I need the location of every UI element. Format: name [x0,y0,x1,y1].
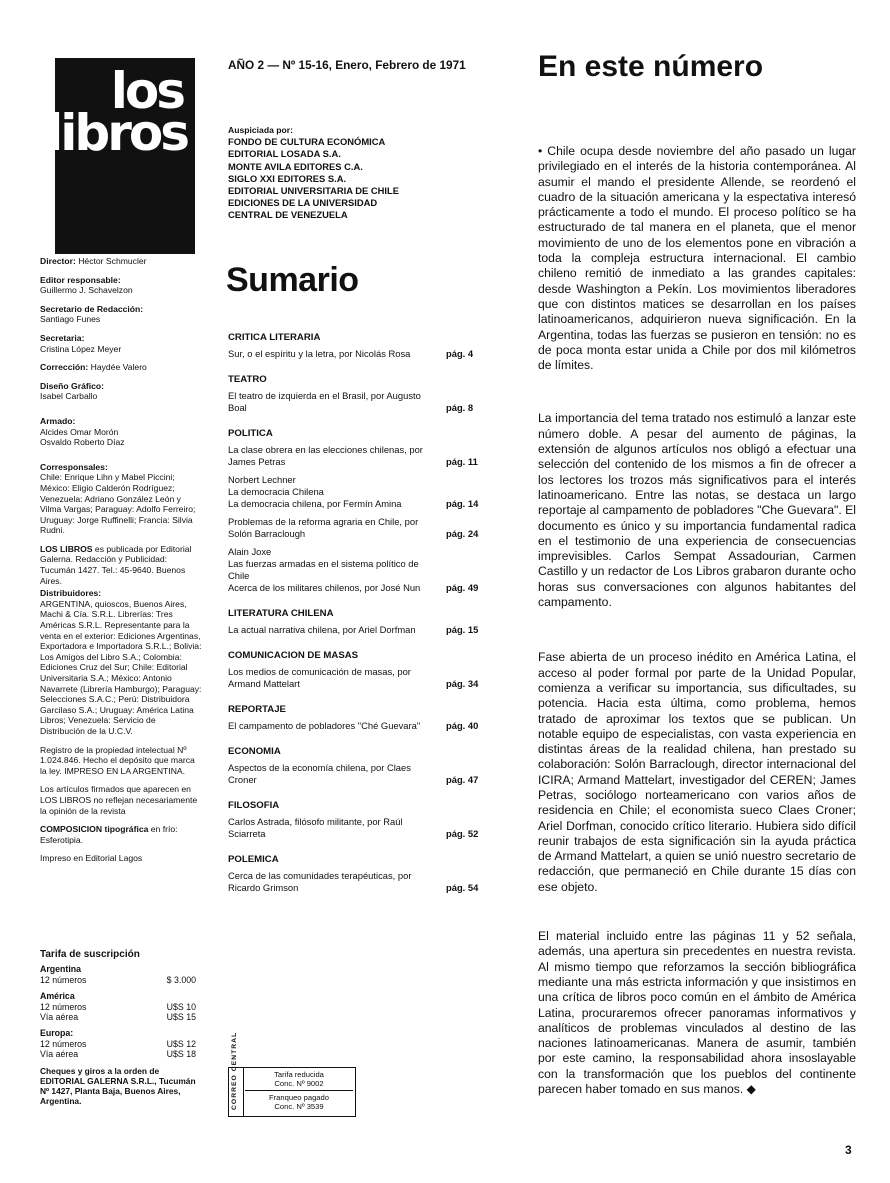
toc-entry-page: pág. 24 [446,528,479,539]
toc-section-heading: TEATRO [228,374,267,385]
toc-entry-title: Los medios de comunicación de masas, por Armand Mattelart [228,666,411,689]
disclaimer-note: Los artículos firmados que aparecen en LOS LIBROS no reflejan necesariamente la opinión de la revista [40,784,198,816]
toc-entry-title: Cerca de las comunidades terapéuticas, por Ricardo Grimson [228,870,412,893]
toc-section-heading: ECONOMIA [228,746,281,757]
staff-value: Héctor Schmucler [75,256,147,266]
editorial-paragraph: La importancia del tema tratado nos estimuló a lanzar este número doble. A pesar del aumento de páginas, la extensión de algunos artículos nos obligó a efectuar una selección del contenido de los mismos a fin de ofrecer a los lectores los trozos más significativos para el interés latinoamericano. Entre las notas, se destaca un largo reportaje al campamento de pobladores "Che Guevara". El documento es único y su importancia fundamental radica en el testimonio de una experiencia de consecuencias imprevisibles. Carlos Sempat Assadourian, Carmen Castillo y un redactor de Los Libros grabaron durante ocho horas sus conversaciones con algunos habitantes del campamento. [538,411,856,610]
toc-entry-page: pág. 49 [446,582,479,593]
staff-entry [40,333,202,354]
toc-entry-page: pág. 8 [446,402,474,413]
rates-row [40,1039,202,1049]
stamp-line: Tarifa reducida [274,1070,324,1079]
toc-section-heading: REPORTAJE [228,704,286,715]
staff-entry [40,256,202,267]
postage-stamp [228,1031,356,1117]
toc-section [228,704,490,732]
toc-entry[interactable] [228,444,490,468]
rates-label: 12 números [40,1001,87,1012]
editorial-column [538,144,856,1133]
distribuidores [40,588,202,736]
sumario-title: Sumario [226,261,359,299]
staff-value: Cristina López Meyer [40,343,122,354]
toc-entry-title: Norbert Lechner La democracia Chilena La democracia chilena, por Fermín Amina [228,474,402,509]
staff-label: Secretario de Redacción: [40,303,144,314]
rates-row [40,1002,202,1012]
staff-entry [40,304,202,325]
rates-row [40,975,202,985]
distribuidores-label: Distribuidores: [40,588,102,599]
stamp-side [229,1031,244,1116]
toc-section [228,854,490,894]
rates-value: U$S 18 [166,1049,196,1060]
rates-row [40,1012,202,1022]
toc-section [228,428,490,594]
staff-label: Corrección: [40,362,89,373]
composicion-label: COMPOSICION tipográfica [40,824,149,835]
editorial-paragraph: El material incluido entre las páginas 11 y 52 señala, además, una apertura sin precedentes en nuestra revista. Al mismo tiempo que reforzamos la sección bibliográfica mediante una más estricta información y que insistimos en una crítica de libros poco común en el ámbito de América Latina, procuraremos ofrecer panoramas informativos y analíticos de problemas vinculados al destino de las naciones latinoamericanas. Manera de asumir, también por este camino, la responsabilidad ahora insoslayable con la transformación que los pueblos del continente parecen haber tomado en sus manos. ◆ [538,929,856,1097]
toc-entry-title: El campamento de pobladores "Ché Guevara" [228,720,421,731]
rates-value: U$S 10 [166,1001,196,1012]
staff-entry [40,362,202,373]
staff-entry [40,381,202,402]
toc-section-heading: POLEMICA [228,854,279,865]
toc-entry[interactable] [228,474,490,510]
staff-label: Armado: [40,415,76,426]
issue-line: AÑO 2 — Nº 15-16, Enero, Febrero de 1971 [228,58,466,72]
staff-value: Isabel Carballo [40,391,98,402]
rates-footer: Cheques y giros a la orden de EDITORIAL GALERNA S.R.L., Tucumán Nº 1427, Planta Baja, Buenos Aires, Argentina. [40,1065,196,1106]
toc-entry[interactable] [228,516,490,540]
rates-label: Vía aérea [40,1012,79,1023]
page-number: 3 [845,1143,852,1157]
publisher-name: LOS LIBROS [40,543,93,554]
staff-value: Santiago Funes [40,314,101,325]
toc-section [228,746,490,786]
toc-entry-page: pág. 40 [446,720,479,731]
staff-value: Alcides Omar Morón Osvaldo Roberto Díaz [40,426,125,448]
toc-section-heading: POLITICA [228,428,273,439]
stamp-line: Conc. Nº 9002 [274,1079,324,1088]
registro-note: Registro de la propiedad intelectual Nº 1.024.846. Hecho el depósito que marca la ley. IMPRESO EN LA ARGENTINA. [40,744,195,776]
staff-value: Haydée Valero [88,362,147,373]
sponsors-block [228,124,399,222]
rates-value: U$S 12 [166,1038,196,1049]
corresponsales-label: Corresponsales: [40,461,108,472]
toc-section-heading: FILOSOFIA [228,800,280,811]
distribuidores-text: ARGENTINA, quioscos, Buenos Aires, Machi & Cía. S.R.L. Librerías: Tres Américas S.R.L. Representante para la venta en el exterior: Ediciones Argentinas, Exportadora e Importadora S.R.L.; Bolivia: Los Amigos del Libro S.A.; Colombia: Ediciones Cruz del Sur; Chile: Editorial Universitaria S.A.; México: Antonio Navarrete (Librería Hamburgo); Paraguay: Selecciones S.A.C.; Perú: Distribuidora Garcilaso S.A.; Uruguay: América Latina Libros; Venezuela: Servicio de Distribución de la U.C.V. [40,598,202,736]
toc-entry[interactable] [228,666,490,690]
toc-section-heading: CRITICA LITERARIA [228,332,321,343]
rates-row [40,1049,202,1059]
toc-entry[interactable] [228,762,490,786]
staff-credits [40,256,202,872]
toc-entry-page: pág. 47 [446,774,479,785]
rates-region: Argentina [40,964,82,975]
stamp-line: Conc. Nº 3539 [274,1102,324,1111]
toc-entry[interactable] [228,348,490,360]
editorial-paragraph: Fase abierta de un proceso inédito en América Latina, el acceso al poder formal por parte de la Unidad Popular, comienza a verificar su importancia, sus dificultades, su potencia. Hacia esta última, como problema, hemos tratado de aproximar los textos que se publican. Un notable equipo de especialistas, con vasta experiencia en distintas áreas de la realidad chilena, han prestado su colaboración: Solón Barraclough, director internacional del ICIRA; Armand Mattelart, investigador del CEREN; James Petras, sociólogo norteamericano con varios años de residencia en Chile; el economista sueco Claes Croner; Ariel Dorfman, conocido crítico literario. Hubiera sido difícil reunir trabajos de esta significación sin la ayuda práctica de Armand Mattelart, a quien se unió nuestro secretario de redacción, que permaneció en Chile durante 15 días con ese objeto. [538,650,856,894]
staff-label: Editor responsable: [40,274,121,285]
rates-region: América [40,991,75,1002]
publisher-text: es publicada por Editorial Galerna. Redacción y Publicidad: Tucumán 1427. Tel.: 45-9640. Buenos Aires. [40,543,192,586]
sponsor-line: FONDO DE CULTURA ECONÓMICA [228,136,386,148]
logo-los-libros [46,58,195,254]
toc-entry-title: La clase obrera en las elecciones chilenas, por James Petras [228,444,423,467]
corresponsales [40,462,202,536]
subscription-rates [40,950,202,1106]
sponsor-line: EDITORIAL LOSADA S.A. [228,148,341,160]
toc-entry-page: pág. 11 [446,456,478,467]
stamp-cell-1 [245,1070,353,1091]
stamp-cell-2 [245,1093,353,1111]
toc-entry-page: pág. 4 [446,348,474,359]
table-of-contents [228,332,490,908]
impreso-note: Impreso en Editorial Lagos [40,853,143,864]
staff-entry [40,275,202,296]
sponsor-line: SIGLO XXI EDITORES S.A. [228,172,347,184]
staff-entry [40,416,202,448]
toc-entry[interactable] [228,624,490,636]
toc-entry-page: pág. 34 [446,678,479,689]
rates-label: 12 números [40,1038,87,1049]
publisher-note [40,544,202,586]
rates-title: Tarifa de suscripción [40,949,140,960]
toc-entry-title: Alain Joxe Las fuerzas armadas en el sistema político de Chile Acerca de los militares chilenos, por José Nun [228,546,421,593]
toc-section [228,650,490,690]
staff-label: Director: [40,256,76,266]
toc-section [228,374,490,414]
toc-entry-title: La actual narrativa chilena, por Ariel Dorfman [228,624,416,635]
toc-entry-title: Aspectos de la economía chilena, por Claes Croner [228,762,411,785]
en-este-numero-title: En este número [538,50,764,83]
toc-section-heading: LITERATURA CHILENA [228,608,334,619]
sponsor-line: EDITORIAL UNIVERSITARIA DE CHILE [228,185,400,197]
staff-value: Guillermo J. Schavelzon [40,285,133,296]
composicion-text: en frío: Esferotipia. [40,824,178,845]
stamp-line: Franqueo pagado [269,1093,329,1102]
toc-entry-title: Problemas de la reforma agraria en Chile, por Solón Barraclough [228,516,419,539]
toc-entry[interactable] [228,390,490,414]
toc-entry[interactable] [228,816,490,840]
toc-entry-title: Sur, o el espíritu y la letra, por Nicolás Rosa [228,348,411,359]
toc-entry-title: Carlos Astrada, filósofo militante, por Raúl Sciarreta [228,816,403,839]
sponsor-line: MONTE AVILA EDITORES C.A. [228,160,363,172]
logo-line-2: libros [46,104,187,162]
stamp-body [245,1068,353,1116]
toc-entry[interactable] [228,870,490,894]
rates-label: Vía aérea [40,1049,79,1060]
staff-label: Diseño Gráfico: [40,380,104,391]
toc-entry-page: pág. 52 [446,828,479,839]
toc-entry[interactable] [228,546,490,594]
toc-entry-title: El teatro de izquierda en el Brasil, por Augusto Boal [228,390,421,413]
sponsors-label: Auspiciada por: [228,125,293,135]
rates-value: U$S 15 [166,1012,196,1023]
editorial-paragraph: • Chile ocupa desde noviembre del año pasado un lugar privilegiado en el interés de la historia contemporánea. Al asumir el mando el presidente Allende, se reordenó el cuadro de la situación americana y la espectativa interesó prácticamente a todo el mundo. El proceso político se ha estructurado de tal manera en el planeta, que el menor movimiento de uno de los elementos pone en vibración a toda la compleja estructura internacional. El cambio chileno remitió de inmediato a las grandes capitales: desde Washington a Pekín. Los movimientos liberadores que con distintos matices se desarrollan en los países latinoamericanos, adquirieron nueva significación. En la Argentina, todas las fuerzas se pusieron en tensión: no es de poca monta estar unida a Chile por dos mil kilómetros de límites. [538,144,856,373]
corresponsales-text: Chile: Enrique Lihn y Mabel Piccini; México: Eligio Calderón Rodríguez; Venezuela: Adriano González León y Vilma Vargas; Paraguay: Adolfo Ferreiro; Uruguay: Jorge Ruffinelli; Francia: Silvia Rudni. [40,472,196,536]
sponsor-line: EDICIONES DE LA UNIVERSIDAD [228,197,378,209]
toc-entry-page: pág. 14 [446,498,479,509]
sponsor-line: CENTRAL DE VENEZUELA [228,209,348,221]
toc-entry-page: pág. 54 [446,882,479,893]
toc-entry[interactable] [228,720,490,732]
toc-section-heading: COMUNICACION DE MASAS [228,650,359,661]
staff-label: Secretaria: [40,332,85,343]
logo-line-1: los [110,62,183,120]
stamp-side-text: CORREO CENTRAL [231,1031,238,1110]
toc-entry-page: pág. 15 [446,624,479,635]
rates-label: 12 números [40,974,87,985]
toc-section [228,608,490,636]
composicion-note [40,824,202,845]
rates-value: $ 3.000 [166,974,196,985]
toc-section [228,332,490,360]
rates-region: Europa: [40,1028,74,1039]
toc-section [228,800,490,840]
